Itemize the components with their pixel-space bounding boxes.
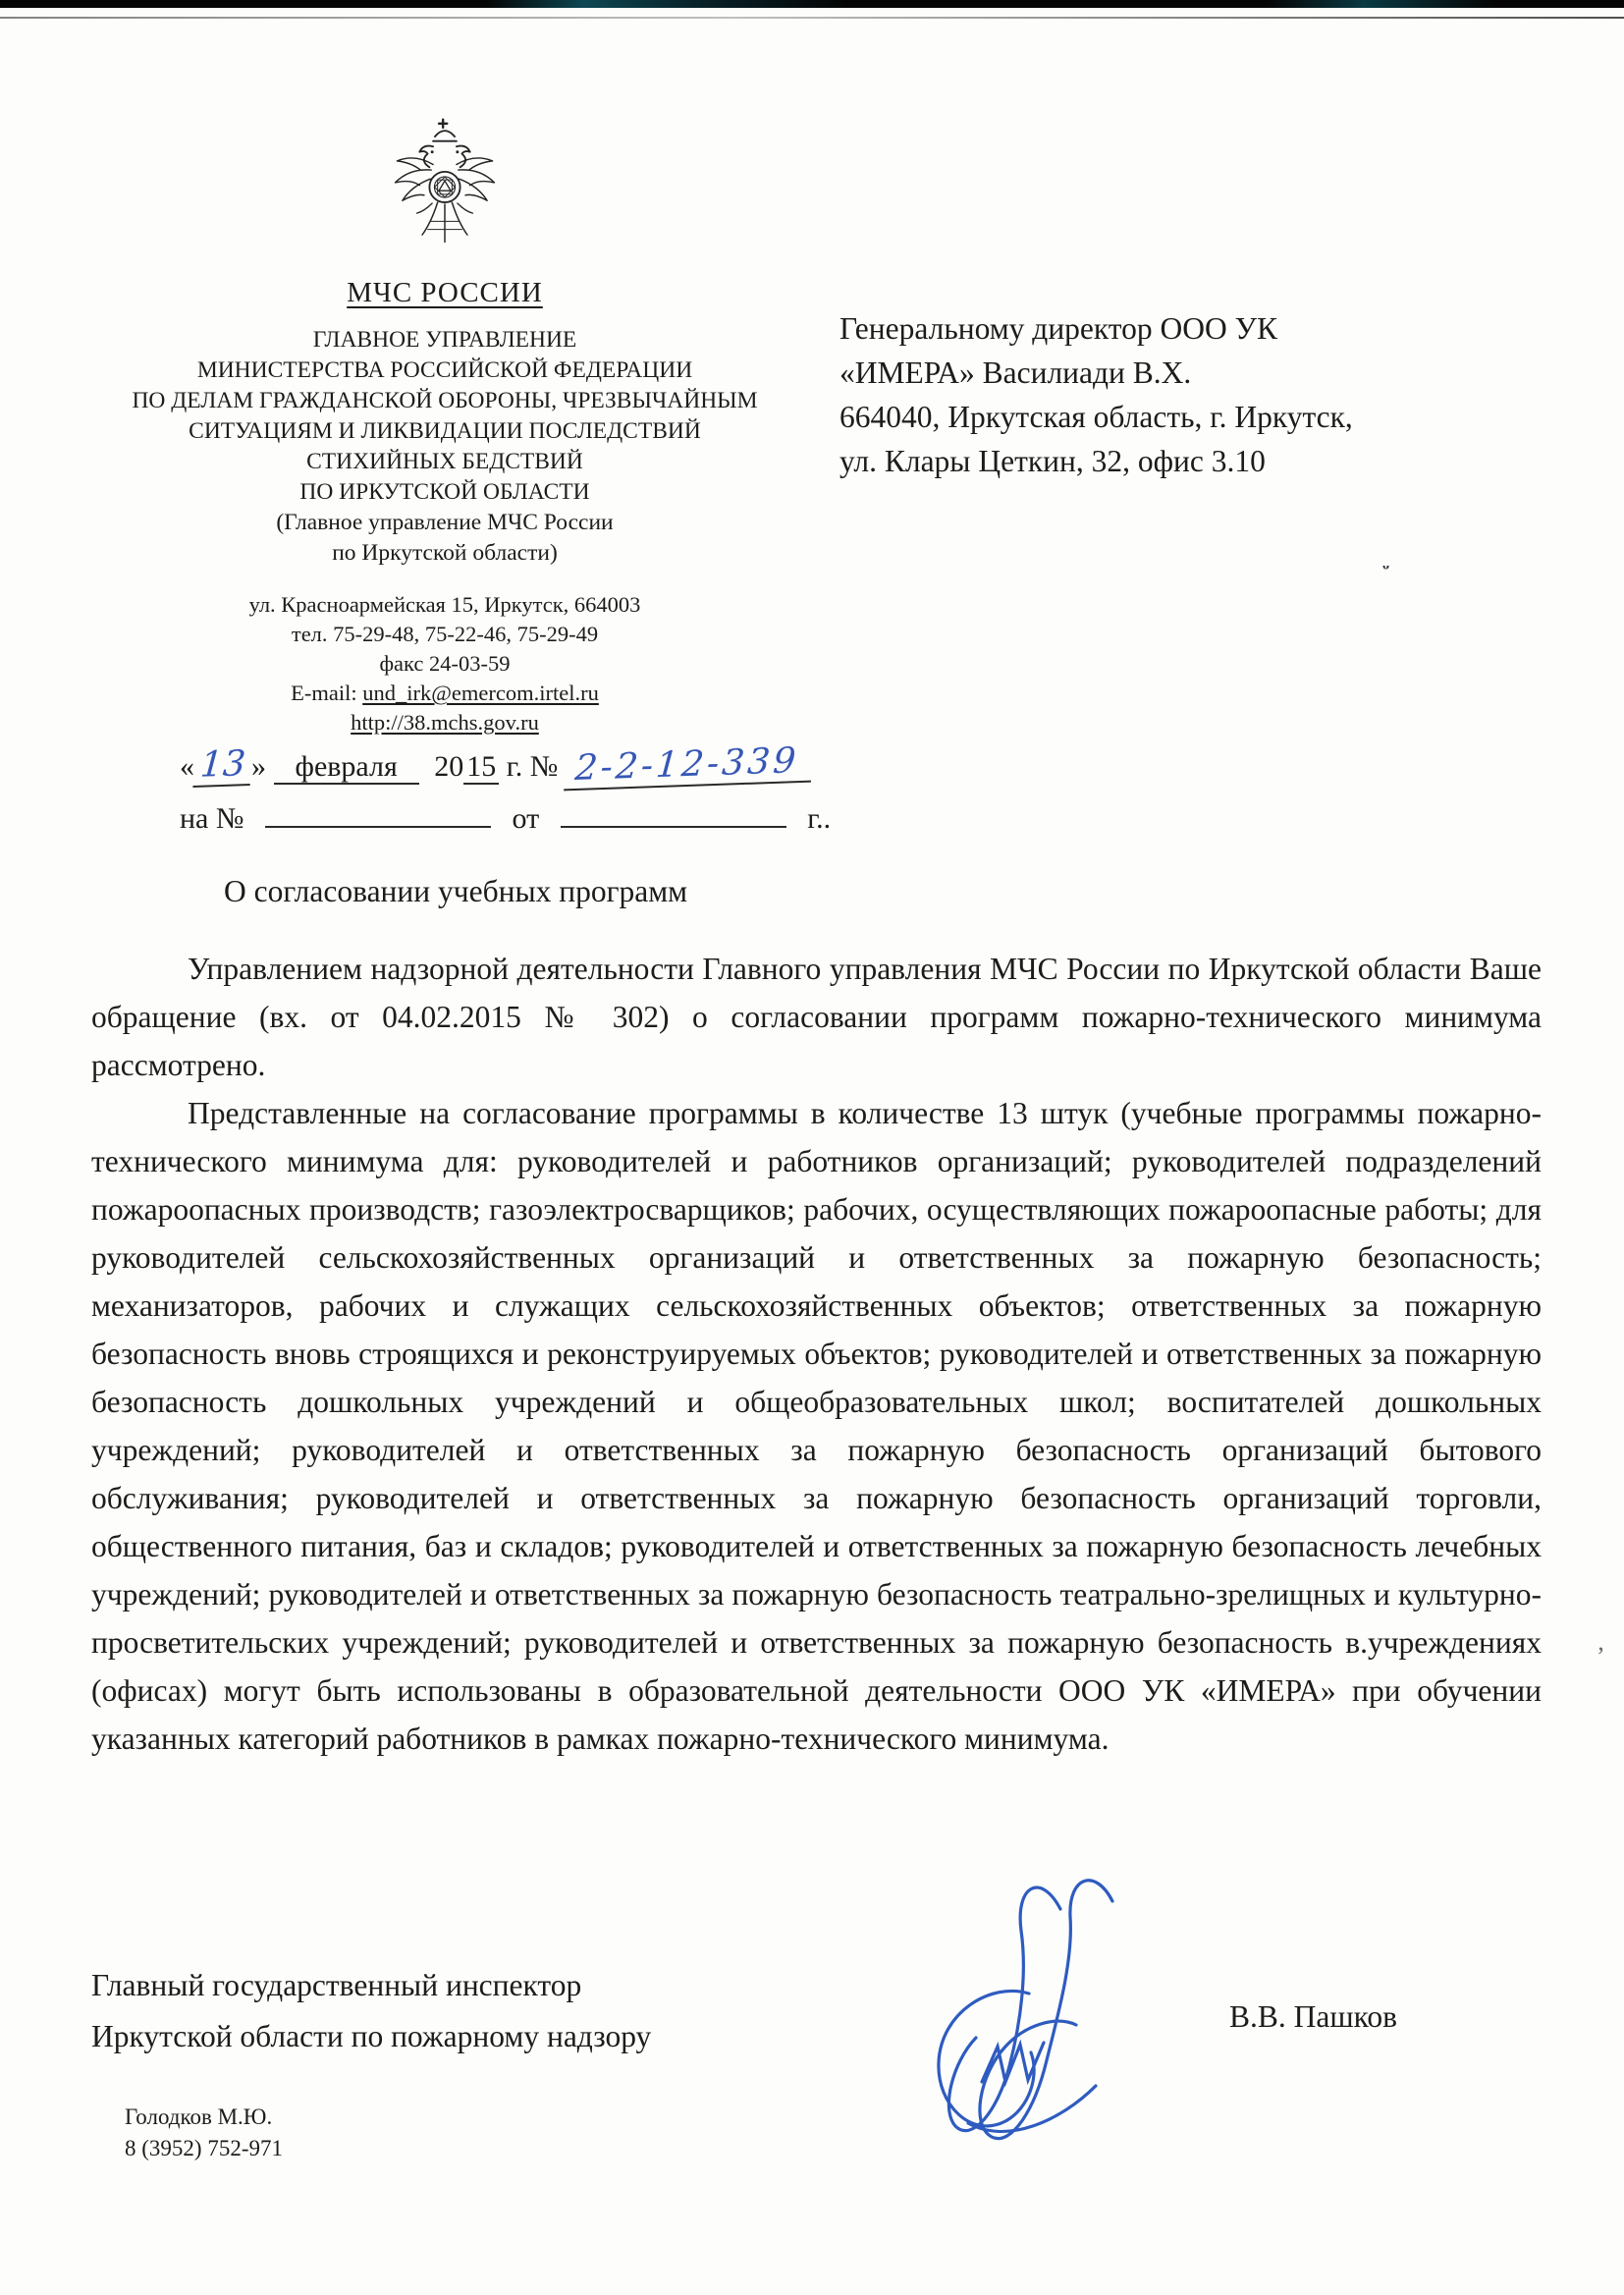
reply-date-blank bbox=[561, 800, 786, 828]
number-label: г. № bbox=[506, 750, 559, 783]
letterhead-line: по Иркутской области) bbox=[332, 540, 558, 566]
executor-name: Голодков М.Ю. bbox=[125, 2104, 273, 2129]
letterhead-line: МИНИСТЕРСТВА РОССИЙСКОЙ ФЕДЕРАЦИИ bbox=[196, 357, 693, 383]
contact-phones: тел. 75-29-48, 75-22-46, 75-29-49 bbox=[291, 622, 599, 646]
mchs-eagle-emblem-icon bbox=[386, 116, 504, 269]
executor-block bbox=[125, 2102, 283, 2164]
org-title: МЧС РОССИИ bbox=[347, 277, 543, 308]
letter-body bbox=[91, 945, 1542, 1763]
executor-phone: 8 (3952) 752-971 bbox=[125, 2136, 283, 2160]
subject-line: О согласовании учебных программ bbox=[224, 874, 688, 908]
letterhead-line: ПО ДЕЛАМ ГРАЖДАНСКОЙ ОБОРОНЫ, ЧРЕЗВЫЧАЙНЫМ bbox=[132, 388, 758, 413]
reply-reference-line bbox=[180, 800, 926, 836]
body-paragraph-2: Представленные на согласование программы в количестве 13 штук (учебные программы пожарно-технического минимума для: руководителей и работников организаций; руководителей подразделений пожароопасных производств; газоэлектросварщиков; рабочих, осуществляющих пожароопасные работы; для руководителей сельскохозяйственных организаций и ответственных за пожарную безопасность; механизаторов, рабочих и служащих сельскохозяйственных объектов; ответственных за пожарную безопасность вновь строящихся и реконструируемых объектов; руководителей и ответственных за пожарную безопасность дошкольных учреждений и общеобразовательных школ; воспитателей дошкольных учреждений; руководителей и ответственных за пожарную безопасность организаций бытового обслуживания; руководителей и ответственных за пожарную безопасность организаций торговли, общественного питания, баз и складов; руководителей и ответственных за пожарную безопасность лечебных учреждений; руководителей и ответственных за пожарную безопасность театрально-зрелищных и культурно-просветительских учреждений; руководителей и ответственных за пожарную безопасность в.учреждениях (офисах) могут быть использованы в образовательной деятельности ООО УК «ИМЕРА» при обучении указанных категорий работников в рамках пожарно-технического минимума. bbox=[91, 1096, 1542, 1756]
reply-tail: г.. bbox=[807, 802, 832, 835]
letterhead bbox=[86, 116, 803, 738]
recipient-line: «ИМЕРА» Василиади В.Х. bbox=[839, 355, 1192, 390]
date-number-line bbox=[180, 740, 926, 790]
reply-label: на № bbox=[180, 802, 244, 835]
year-prefix: 20 bbox=[434, 750, 464, 783]
recipient-line: Генеральному директор ООО УК bbox=[839, 311, 1277, 346]
scan-edge-bar bbox=[0, 0, 1624, 8]
recipient-line: 664040, Иркутская область, г. Иркутск, bbox=[839, 400, 1353, 434]
letterhead-line: (Главное управление МЧС России bbox=[276, 510, 614, 535]
signer-position-line: Иркутской области по пожарному надзору bbox=[91, 2019, 652, 2053]
month: февраля bbox=[274, 750, 419, 785]
recipient-line: ул. Клары Цеткин, 32, офис 3.10 bbox=[839, 444, 1266, 478]
reference-block bbox=[180, 740, 926, 836]
recipient-block bbox=[839, 306, 1527, 483]
handwritten-signature bbox=[911, 1864, 1176, 2158]
letterhead-line: ПО ИРКУТСКОЙ ОБЛАСТИ bbox=[299, 479, 590, 505]
contact-fax: факс 24-03-59 bbox=[379, 651, 511, 676]
website-url: http://38.mchs.gov.ru bbox=[351, 710, 539, 735]
body-paragraph-1: Управлением надзорной деятельности Главного управления МЧС России по Иркутской области Ваше обращение (вх. от 04.02.2015 № 302) о согласовании программ пожарно-технического минимума рассмотрено. bbox=[91, 952, 1542, 1082]
year-suffix: 15 bbox=[463, 750, 499, 785]
letterhead-lines bbox=[86, 325, 803, 569]
email-address: und_irk@emercom.irtel.ru bbox=[362, 681, 599, 705]
quote-open: « bbox=[180, 750, 194, 783]
letterhead-line: СИТУАЦИЯМ И ЛИКВИДАЦИИ ПОСЛЕДСТВИЙ bbox=[189, 418, 701, 444]
handwritten-day: 13 bbox=[192, 743, 252, 788]
signer-position-line: Главный государственный инспектор bbox=[91, 1968, 582, 2002]
scan-artifact-crescent: ᵕ bbox=[1382, 556, 1389, 581]
contact-email-line bbox=[86, 679, 803, 708]
handwritten-number: 2-2-12-339 bbox=[564, 740, 814, 792]
scan-artifact-tick: ’ bbox=[1597, 1642, 1605, 1670]
reply-from-label: от bbox=[512, 802, 540, 835]
contact-block bbox=[86, 590, 803, 738]
signer-position bbox=[91, 1960, 651, 2062]
reply-number-blank bbox=[265, 800, 491, 828]
quote-close: » bbox=[251, 750, 266, 783]
scan-edge-line bbox=[0, 17, 1624, 19]
signer-name: В.В. Пашков bbox=[1229, 1999, 1397, 2034]
letterhead-line: СТИХИЙНЫХ БЕДСТВИЙ bbox=[306, 449, 583, 474]
email-label: E-mail: bbox=[291, 681, 363, 705]
letterhead-line: ГЛАВНОЕ УПРАВЛЕНИЕ bbox=[312, 327, 577, 353]
contact-address: ул. Красноармейская 15, Иркутск, 664003 bbox=[248, 592, 641, 617]
